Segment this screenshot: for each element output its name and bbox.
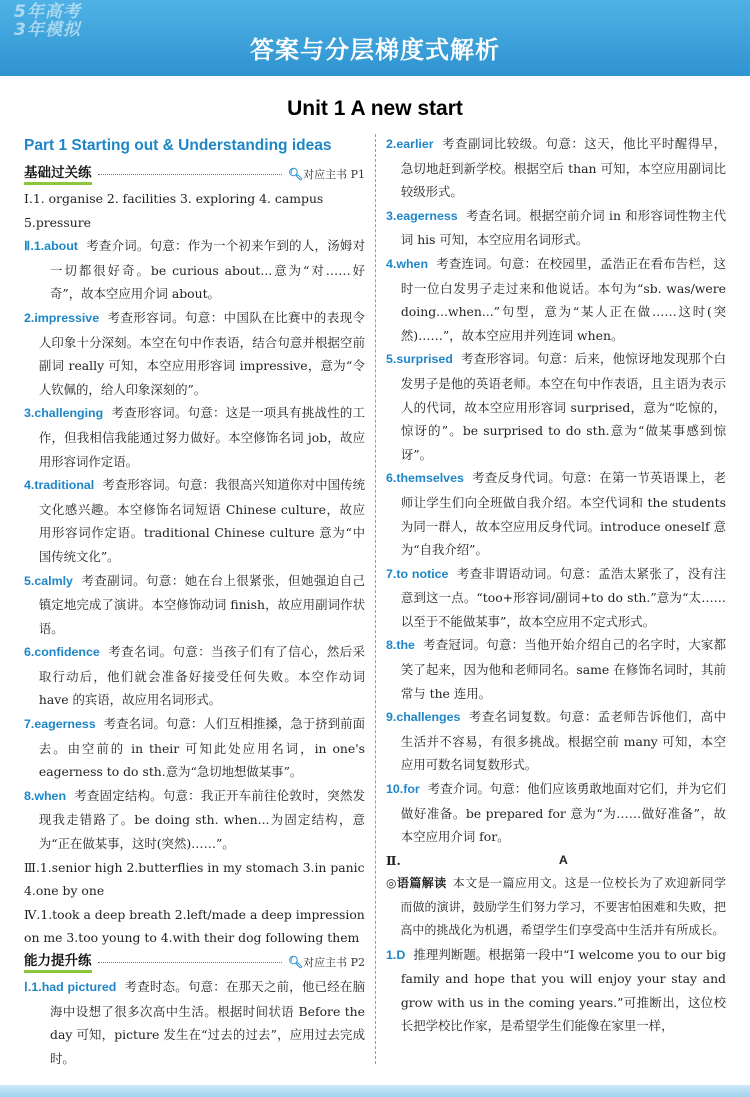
search-icon: 🔍︎: [287, 954, 304, 969]
reading-summary: [386, 872, 726, 942]
answer-item: [24, 712, 365, 784]
item-number: 5.: [24, 573, 35, 588]
item-number: 7.: [24, 717, 35, 732]
section-ability-ref: [288, 951, 365, 975]
item-number: 1.: [386, 947, 397, 962]
item-answer: for: [403, 782, 420, 797]
item-answer: when: [34, 788, 67, 803]
reading-label: ◎语篇解读: [386, 876, 447, 891]
section-ability-name: 能力提升练: [24, 952, 92, 973]
item-number: 4.: [386, 256, 397, 271]
item-explanation: 考查非谓语动词。句意：孟浩太紧张了，没有注意到这一点。“too+形容词/副词+to do sth.”意为“太……以至于不能做某事”，故本空应用不定式形式。: [400, 565, 726, 629]
answer-line: Ⅰ.1. organise 2. facilities 3. exploring 4. campus: [24, 191, 324, 206]
section-basic-ref-text: 对应主书 P1: [303, 167, 365, 181]
answer-item: [386, 705, 726, 777]
item-number: 3.: [24, 406, 35, 421]
item-number: 2.: [386, 137, 397, 151]
item-explanation: 考查名词。句意：人们互相推搡，急于挤到前面去。由空前的 in their 可知此处应用名词，in one's eagerness to do sth.意为“急切地想做某事”。: [38, 716, 365, 780]
answer-item: [386, 204, 726, 252]
section-basic-header: [24, 162, 365, 187]
item-number: Ⅱ.1.: [24, 239, 45, 254]
answer-item: [386, 347, 726, 466]
item-explanation: 考查冠词。句意：当他开始介绍自己的名字时，大家都笑了起来，因为他和老师同名。same 在修饰名词时，其前常与 the 连用。: [400, 637, 726, 701]
answer-item: [24, 401, 365, 473]
logo-line-1: 5年高考: [14, 2, 81, 22]
answer-item: [24, 569, 365, 641]
right-column: [386, 132, 726, 1038]
item-number: 10.: [386, 782, 404, 797]
item-answer: eagerness: [396, 208, 458, 223]
item-answer: had pictured: [41, 980, 117, 994]
section-basic-ref: [288, 163, 365, 187]
answer-item: [386, 466, 726, 561]
item-answer: to notice: [396, 566, 449, 581]
item-explanation: 考查名词。根据空前介词 in 和形容词性物主代词 his 可知，本空应用名词形式。: [400, 207, 726, 248]
item-number: 9.: [386, 710, 397, 725]
item-explanation: 考查反身代词。句意：在第一节英语课上，老师让学生们向全班做自我介绍。本空代词和 the students 为同一群人，故本空应用反身代词。introduce oneself 意为“自我介绍”。: [400, 470, 726, 558]
item-explanation: 考查副词比较级。句意：这天，他比平时醒得早，急切地赶到新学校。根据空后 than 可知，本空应用副词比较级形式。: [400, 136, 726, 200]
answer-item: [24, 306, 365, 401]
answer-item: [386, 562, 726, 634]
dotted-leader: [98, 962, 282, 963]
header-title: 答案与分层梯度式解析: [250, 36, 500, 64]
item-number: Ⅰ.1.: [24, 980, 42, 994]
item-number: 8.: [24, 788, 35, 803]
item-explanation: 考查介词。句意：作为一个初来乍到的人，汤姆对一切都很好奇。be curious about...意为“对……好奇”，故本空应用介词 about。: [50, 238, 366, 302]
answer-item: [24, 473, 365, 568]
item-answer: the: [396, 638, 415, 653]
item-answer: D: [396, 947, 406, 962]
item-answer: earlier: [396, 137, 434, 151]
item-number: 6.: [386, 471, 397, 486]
item-number: 3.: [386, 208, 397, 223]
answer-item: [386, 633, 726, 705]
item-answer: when: [396, 256, 429, 271]
item-explanation: 考查形容词。句意：中国队在比赛中的表现令人印象十分深刻。本空在句中作表语，结合句意并根据空前副词 really 可知，本空应用形容词 impressive，意为“令人钦佩的，给人印象深刻的”。: [38, 309, 365, 397]
item-explanation: 考查副词。句意：她在台上很紧张，但她强迫自己镇定地完成了演讲。本空修饰动词 finish，故应用副词作状语。: [38, 572, 365, 636]
part-title: Part 1 Starting out & Understanding ideas: [24, 137, 332, 154]
item-number: 8.: [386, 638, 397, 653]
answer-line: Ⅲ.1.senior high 2.butterflies in my stomach 3.in panic: [24, 859, 365, 875]
item-explanation: 考查形容词。句意：我很高兴知道你对中国传统文化感兴趣。本空修饰名词短语 Chinese culture，故应用形容词作定语。traditional Chinese culture 意为“中国传统文化”。: [38, 477, 365, 564]
item-answer: about: [44, 239, 78, 254]
section-ability-ref-text: 对应主书 P2: [303, 955, 365, 969]
item-number: 2.: [24, 310, 35, 325]
column-divider: [375, 134, 376, 1064]
item-explanation: 考查名词复数。句意：孟老师告诉他们，高中生活并不容易，有很多挑战。根据空前 many 可知，本空应用可数名词复数形式。: [400, 709, 726, 773]
answer-item: [24, 975, 365, 1070]
item-answer: traditional: [34, 478, 95, 493]
answer-item: [24, 784, 365, 856]
item-number: 5.: [386, 352, 397, 367]
item-explanation: 考查时态。句意：在那天之前，他已经在脑海中设想了很多次高中生活。根据时间状语 Before the day 可知，picture 发生在“过去的过去”，应用过去完成时。: [50, 979, 366, 1066]
item-answer: themselves: [396, 471, 464, 486]
passage-letter: A: [558, 852, 568, 867]
item-explanation: 考查连词。句意：在校园里，孟浩正在看布告栏，这时一位白发男子走过来和他说话。本句为“sb. was/were doing...when...”句型，意为“某人正在做……这时(突然)……”，故本空应用并列连词 when。: [400, 255, 726, 343]
item-answer: impressive: [34, 310, 100, 325]
answer-item: [386, 777, 726, 849]
answer-line: 4.one by one: [24, 883, 105, 899]
answer-line: Ⅳ.1.took a deep breath 2.left/made a deep impression: [24, 906, 365, 922]
item-explanation: 推理判断题。根据第一段中“I welcome you to our big family and hope that you will enjoy your stay and grow with us in the coming years.”可推断出，这位校长把学校比作家，是希望学生们能像在家里一样，: [400, 946, 726, 1034]
footer-bar: [0, 1085, 750, 1097]
left-column: [24, 132, 365, 1070]
answer-item: [24, 234, 365, 306]
search-icon: 🔍︎: [287, 166, 304, 181]
page-header: [0, 0, 750, 76]
answer-item: [386, 252, 726, 347]
item-answer: challenging: [34, 406, 104, 421]
logo-line-2: 3年模拟: [14, 20, 81, 40]
item-explanation: 考查形容词。句意：后来，他惊讶地发现那个白发男子是他的英语老师。本空在句中作表语，且主语为表示人的代词，故本空应用形容词 surprised，意为“吃惊的，惊讶的”。be surprised to do sth.意为“做某事感到惊讶”。: [400, 351, 726, 462]
unit-title: Unit 1 A new start: [287, 97, 463, 120]
answer-item: [386, 943, 726, 1038]
item-explanation: 考查固定结构。句意：我正开车前往伦敦时，突然发现我走错路了。be doing sth. when...为固定结构，意为“正在做某事，这时(突然)……”。: [38, 787, 365, 852]
section-ability-header: [24, 950, 365, 975]
item-answer: surprised: [396, 352, 453, 367]
item-number: 6.: [24, 645, 35, 660]
part-two-label: Ⅱ.: [386, 852, 401, 868]
answer-item: [24, 640, 365, 712]
item-explanation: 考查名词。句意：当孩子们有了信心，然后采取行动后，他们就会准备好接受任何失败。本空作动词 have 的宾语，故应用名词形式。: [38, 644, 365, 708]
item-answer: calmly: [34, 573, 73, 588]
answer-line: 5.pressure: [24, 214, 91, 230]
item-number: 7.: [386, 566, 397, 581]
dotted-leader: [98, 174, 282, 175]
item-answer: confidence: [34, 645, 100, 660]
section-basic-name: 基础过关练: [24, 164, 92, 185]
answer-line: on me 3.too young to 4.with their dog following them: [24, 930, 360, 946]
item-number: 4.: [24, 478, 35, 493]
part-two-heading: [386, 849, 726, 873]
reading-text: 本文是一篇应用文。这是一位校长为了欢迎新同学而做的演讲，鼓励学生们努力学习，不要害怕困难和失败，把高中的挑战化为机遇，希望学生们享受高中生活并有所成长。: [400, 876, 726, 938]
answer-item: [386, 132, 726, 204]
item-explanation: 考查形容词。句意：这是一项具有挑战性的工作，但我相信我能通过努力做好。本空修饰名词 job，故应用形容词作定语。: [38, 405, 365, 469]
item-explanation: 考查介词。句意：他们应该勇敢地面对它们，并为它们做好准备。be prepared for 意为“为……做好准备”，故本空应用介词 for。: [400, 781, 726, 845]
item-answer: eagerness: [34, 717, 96, 732]
item-answer: challenges: [396, 710, 461, 725]
